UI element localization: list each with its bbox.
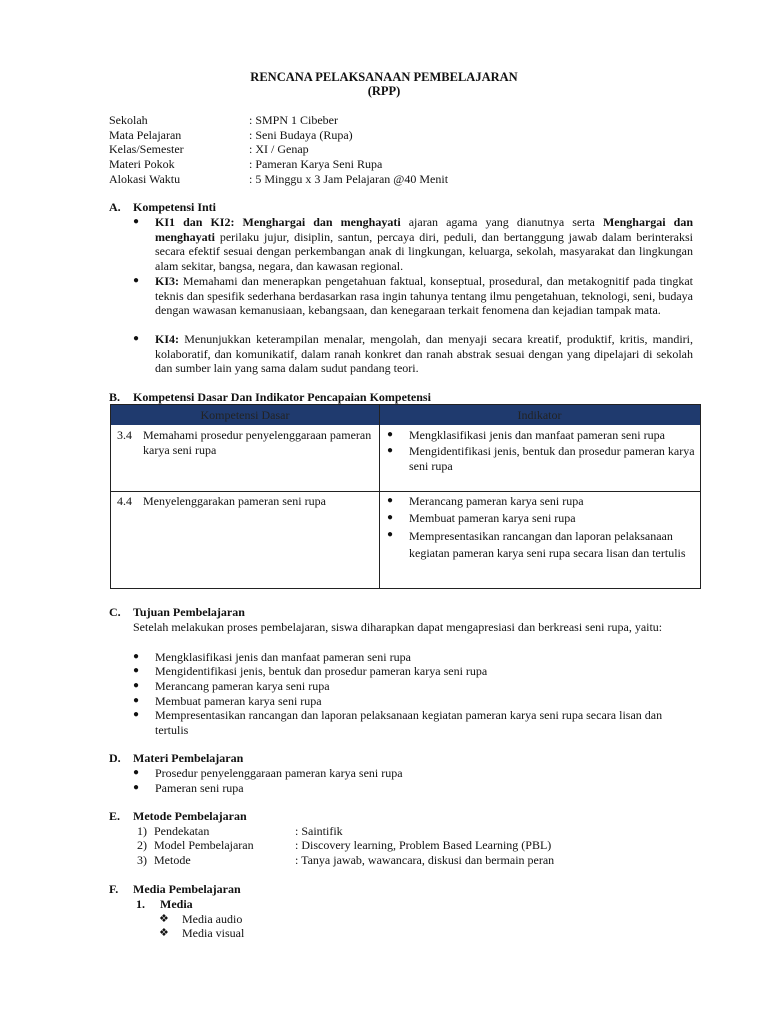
document-title: RENCANA PELAKSANAAN PEMBELAJARAN (250, 70, 518, 84)
list-item (133, 708, 693, 738)
ki1-ki2-text (155, 215, 693, 274)
tujuan-text: Mempresentasikan rancangan dan laporan pelaksanaan kegiatan pameran karya seni rupa secara lisan dan tertulis (155, 708, 663, 737)
diamond-bullet-icon: ❖ (159, 913, 169, 925)
section-letter: A. (109, 200, 121, 214)
info-label: Kelas/Semester (109, 142, 184, 156)
section-d-heading (109, 751, 243, 766)
row-divider (111, 491, 700, 492)
metode-label: Pendekatan (154, 824, 210, 838)
list-item (133, 664, 693, 679)
bullet-icon: ● (387, 529, 394, 540)
metode-label: Model Pembelajaran (154, 838, 254, 852)
indikator-text: Merancang pameran karya seni rupa (409, 494, 584, 508)
list-item (133, 679, 693, 694)
bullet-icon: ● (133, 665, 140, 676)
ki3-text (155, 274, 693, 318)
section-title: Materi Pembelajaran (133, 751, 244, 765)
list-item (133, 766, 693, 781)
ki1-ki2-item (133, 215, 693, 274)
bullet-icon: ● (133, 651, 140, 662)
ki3-body: Memahami dan menerapkan pengetahuan faktual, konseptual, prosedural, dan metakognitif pada tingkat teknis dan spesifik sederhana berdasarkan rasa ingin tahunya tentang ilmu pengetahuan, teknologi, seni, budaya dengan wawasan kemanusiaan, kebangsaan, dan kenegaraan terkait fenomena dan kejadian tampak mata. (155, 274, 693, 318)
kompetensi-table (110, 404, 701, 589)
info-label: Alokasi Waktu (109, 172, 181, 186)
info-value: : Pameran Karya Seni Rupa (249, 157, 383, 171)
ki3-item (133, 274, 693, 333)
kd-number: 4.4 (117, 494, 132, 508)
section-f-heading (109, 882, 241, 897)
indikator-list-3-4 (387, 428, 695, 473)
ki3-bold-label: KI3: (155, 274, 179, 288)
metode-number: 3) (137, 853, 147, 867)
info-label: Sekolah (109, 113, 148, 127)
bullet-icon: ● (133, 782, 140, 793)
ki1-text-part2: perilaku jujur, disiplin, santun, percaya diri, peduli, dan bertanggung jawab dalam berinteraksi secara efektif sesuai dengan perkembangan anak di lingkungan, keluarga, sekolah, masyarakat dan lingkungan alam sekitar, bangsa, negara, dan kawasan regional. (155, 229, 693, 274)
tujuan-text: Mengklasifikasi jenis dan manfaat pameran seni rupa (155, 650, 411, 664)
sub-title: Media (160, 897, 193, 911)
section-b-heading (109, 390, 431, 405)
info-label: Materi Pokok (109, 157, 175, 171)
ki2-bold-label: Menghargai dan menghayati (155, 215, 694, 244)
section-title: Kompetensi Inti (133, 200, 217, 214)
indikator-text: Mengklasifikasi jenis dan manfaat pameran seni rupa (409, 428, 665, 442)
bullet-icon: ● (387, 495, 394, 506)
ki4-item (133, 332, 693, 377)
info-value: : SMPN 1 Cibeber (249, 113, 339, 127)
ki4-body: Menunjukkan keterampilan menalar, mengolah, dan menyaji secara kreatif, produktif, kritis, mandiri, kolaboratif, dan komunikatif, dalam ranah konkret dan ranah abstrak sesuai dengan yang dipelajari di sekolah dan sumber lain yang sama dalam sudut pandang teori. (155, 332, 693, 376)
bullet-icon: ● (133, 680, 140, 691)
ki1-bold-label: KI1 dan KI2: Menghargai dan menghayati (155, 215, 401, 229)
section-letter: D. (109, 751, 121, 765)
header-kompetensi-dasar: Kompetensi Dasar (200, 408, 290, 422)
list-item (387, 494, 695, 511)
header-indikator: Indikator (517, 408, 562, 422)
list-item (133, 781, 693, 796)
materi-text: Prosedur penyelenggaraan pameran karya seni rupa (155, 766, 403, 780)
list-item (387, 528, 695, 561)
metode-value: : Discovery learning, Problem Based Learning (PBL) (295, 838, 552, 852)
column-divider (379, 405, 380, 588)
media-subheading (136, 897, 193, 912)
indikator-text: Membuat pameran karya seni rupa (409, 511, 576, 525)
bullet-icon: ● (133, 709, 140, 720)
list-item (387, 428, 695, 444)
indikator-text: Mengidentifikasi jenis, bentuk dan prosedur pameran karya seni rupa (409, 444, 695, 473)
ki4-text (155, 332, 693, 376)
kd-text: Memahami prosedur penyelenggaraan pameran karya seni rupa (143, 428, 372, 457)
bullet-icon: ● (387, 445, 394, 456)
indikator-list-4-4 (387, 494, 695, 561)
tujuan-text: Merancang pameran karya seni rupa (155, 679, 330, 693)
section-title: Tujuan Pembelajaran (133, 605, 245, 619)
bullet-icon: ● (133, 695, 140, 706)
section-a-heading (109, 200, 216, 215)
ki1-text-part1: ajaran agama yang dianutnya serta (400, 215, 603, 229)
metode-number: 1) (137, 824, 147, 838)
section-letter: F. (109, 882, 119, 896)
diamond-bullet-icon: ❖ (159, 927, 169, 939)
info-value: : 5 Minggu x 3 Jam Pelajaran @40 Menit (249, 172, 449, 186)
bullet-icon: ● (387, 512, 394, 523)
list-item (387, 444, 695, 473)
section-e-heading (109, 809, 247, 824)
metode-value: : Saintifik (295, 824, 343, 838)
table-header (111, 405, 700, 425)
list-item (387, 511, 695, 528)
section-title: Media Pembelajaran (133, 882, 241, 896)
section-title: Metode Pembelajaran (133, 809, 247, 823)
info-label: Mata Pelajaran (109, 128, 182, 142)
section-letter: E. (109, 809, 121, 823)
list-item (133, 650, 693, 665)
document-subtitle: (RPP) (367, 84, 401, 98)
bullet-icon: ● (387, 429, 394, 440)
metode-number: 2) (137, 838, 147, 852)
media-text: Media visual (182, 926, 245, 940)
info-value: : XI / Genap (249, 142, 309, 156)
section-c-heading (109, 605, 245, 620)
bullet-icon: ● (133, 216, 140, 227)
section-letter: B. (109, 390, 121, 404)
section-letter: C. (109, 605, 121, 619)
indikator-text: Mempresentasikan rancangan dan laporan pelaksanaan kegiatan pameran karya seni rupa secara lisan dan tertulis (409, 529, 686, 560)
ki4-bold-label: KI4: (155, 332, 179, 346)
bullet-icon: ● (133, 275, 140, 286)
tujuan-intro: Setelah melakukan proses pembelajaran, siswa diharapkan dapat mengapresiasi dan berkreasi seni rupa, yaitu: (133, 620, 663, 634)
tujuan-text: Mengidentifikasi jenis, bentuk dan prosedur pameran karya seni rupa (155, 664, 488, 678)
kd-number: 3.4 (117, 428, 132, 442)
sub-number: 1. (136, 897, 145, 911)
section-title: Kompetensi Dasar Dan Indikator Pencapaian Kompetensi (133, 390, 431, 404)
bullet-icon: ● (133, 333, 140, 344)
tujuan-text: Membuat pameran karya seni rupa (155, 694, 322, 708)
list-item (133, 694, 693, 709)
metode-label: Metode (154, 853, 191, 867)
info-value: : Seni Budaya (Rupa) (249, 128, 353, 142)
bullet-icon: ● (133, 767, 140, 778)
materi-text: Pameran seni rupa (155, 781, 244, 795)
kd-text: Menyelenggarakan pameran seni rupa (143, 494, 326, 508)
media-text: Media audio (182, 912, 243, 926)
metode-value: : Tanya jawab, wawancara, diskusi dan bermain peran (295, 853, 555, 867)
